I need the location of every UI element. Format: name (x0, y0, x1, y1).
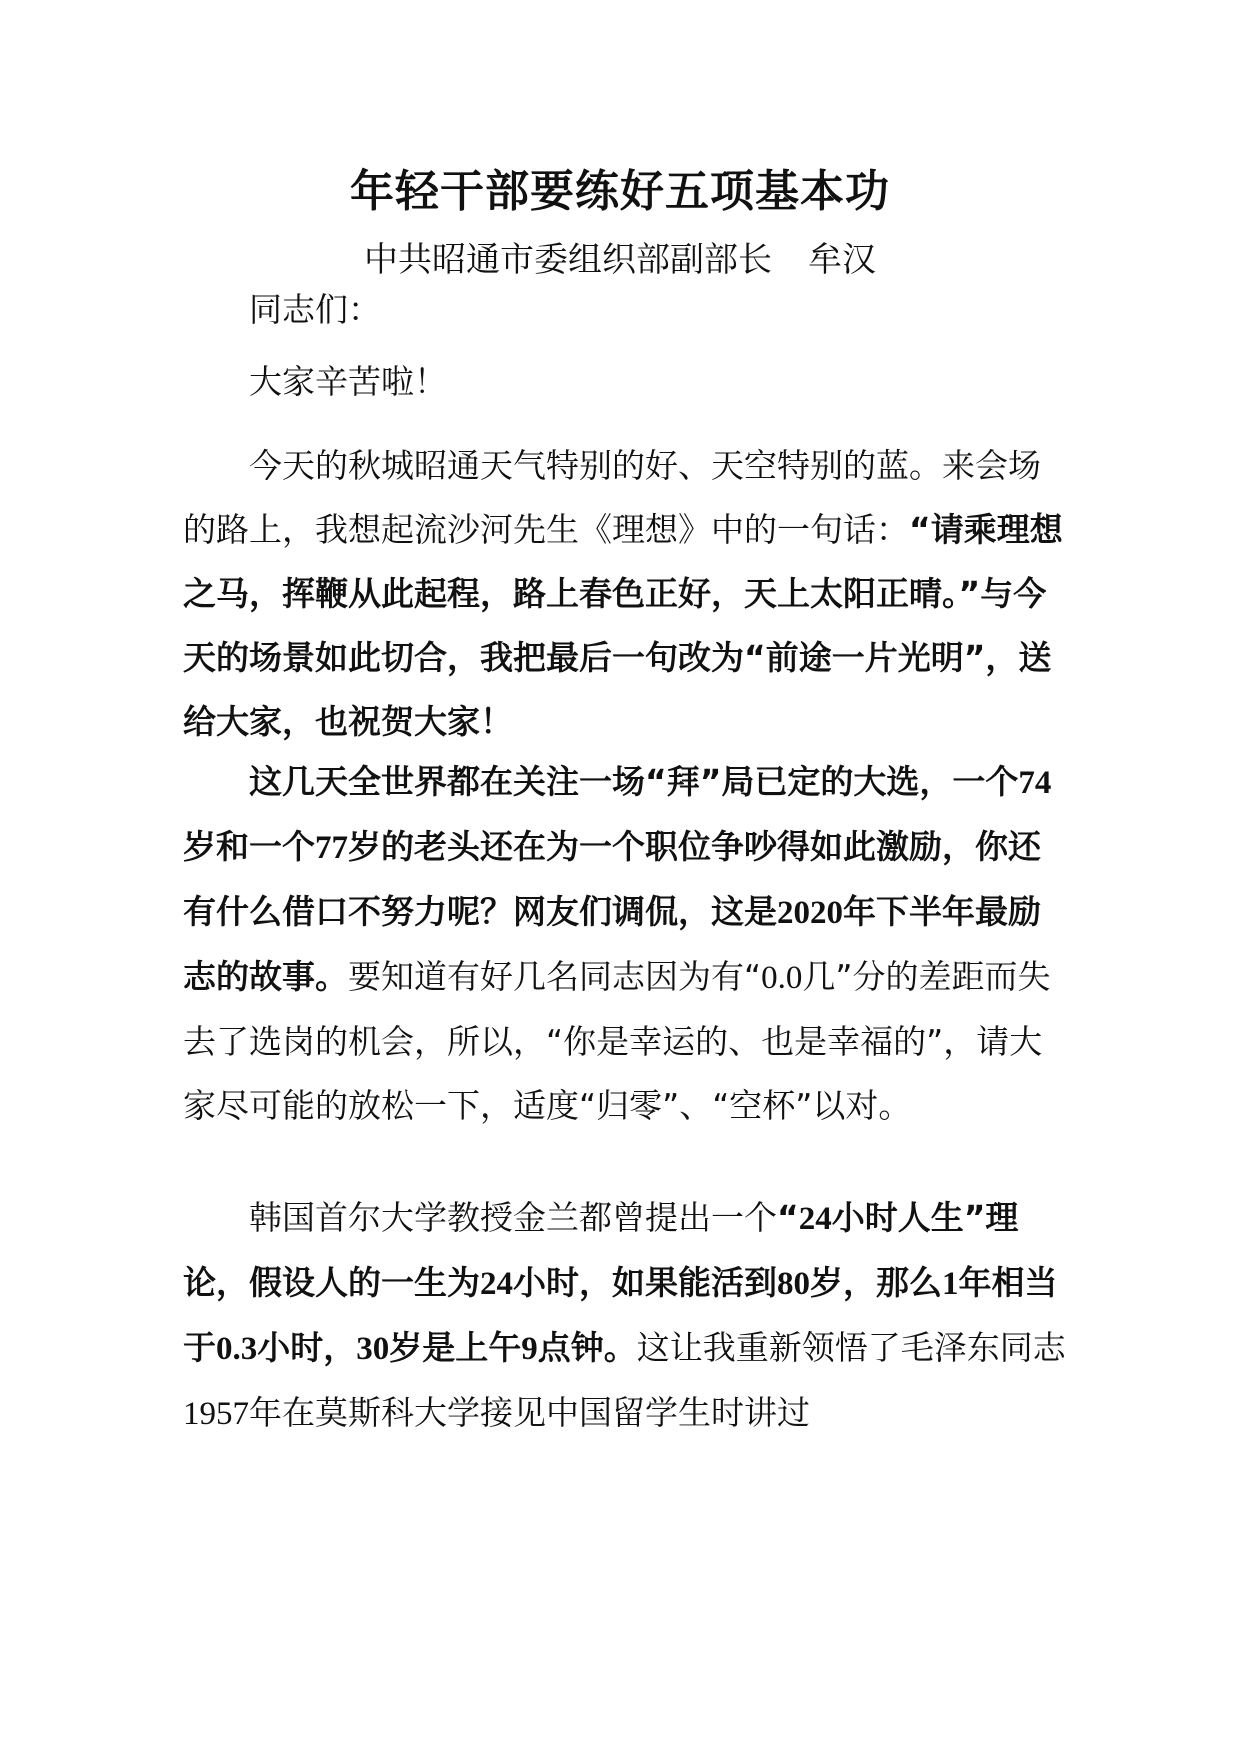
theory-quote-open: “ (777, 1198, 799, 1237)
mao-text-1: 这让我重新领悟了毛泽东同志 (636, 1328, 1066, 1367)
election-text-4: 年下半年最励志的故事。 (183, 892, 1041, 996)
poem-quote-emphasis: “请乘理想之马，挥鞭从此起程，路上春色正好，天上太阳正晴。”与今天的场景如此切合，我把最后一句改为“前途一片光明”，送给大家，也祝贺大家！ (183, 510, 1063, 741)
author-byline (0, 240, 1240, 281)
paragraph-opening-text: 今天的秋城昭通天气特别的好、天空特别的蓝。来会场的路上，我想起流沙河先生《理想》中的一句话： (183, 446, 1041, 549)
author-name: 牟汉 (808, 240, 876, 280)
paragraph-24-hour-theory (183, 1186, 1073, 1446)
paragraph-election (183, 750, 1073, 1138)
clock-9: 9 (521, 1331, 538, 1367)
salutation: 同志们： (249, 290, 381, 329)
hours-24-b: 24 (480, 1266, 513, 1302)
theory-text-7: 点钟。 (537, 1328, 637, 1367)
document-title: 年轻干部要练好五项基本功 (350, 166, 890, 217)
election-text-3: 岁的老头还在为一个职位争吵得如此激励，你还有什么借口不努力呢？网友们调侃，这是 (183, 827, 1041, 931)
score-gap-value: 0.0 (761, 960, 803, 996)
age-77: 77 (315, 830, 348, 866)
selection-text-2: 几”分的差距而失去了选岗的机会，所以，“你是幸运的、也是幸福的”，请大家尽可能的放松一下，适度“归零”、“空杯”以对。 (183, 957, 1051, 1125)
theory-text-2: 小时，如果能活到 (513, 1263, 777, 1302)
election-text-1: 这几天全世界都在关注一场“拜”局已定的大选，一个 (249, 762, 1019, 801)
hours-0-3: 0.3 (216, 1331, 258, 1367)
theory-text-3: 岁，那么 (810, 1263, 942, 1302)
selection-text-1: 要知道有好几名同志因为有“ (348, 957, 762, 996)
year-1957: 1957 (183, 1396, 249, 1432)
theory-text-1: 小时人生”理论，假设人的一生为 (183, 1198, 1019, 1302)
age-80: 80 (777, 1266, 810, 1302)
theory-text-5: 小时， (257, 1328, 357, 1367)
mao-text-2: 年在莫斯科大学接见中国留学生时讲过 (249, 1393, 810, 1432)
hours-24-a: 24 (798, 1201, 832, 1237)
greeting: 大家辛苦啦！ (249, 362, 447, 401)
years-1: 1 (942, 1266, 959, 1302)
theory-text-4: 年相当于 (183, 1263, 1058, 1367)
age-30: 30 (356, 1331, 390, 1367)
election-text-2: 岁和一个 (183, 827, 315, 866)
paragraph-opening (183, 434, 1073, 754)
year-2020: 2020 (777, 895, 843, 931)
theory-text-6: 岁是上午 (389, 1328, 522, 1367)
author-organization: 中共昭通市委组织部副部长 (364, 240, 772, 280)
age-74: 74 (1018, 765, 1052, 801)
theory-intro: 韩国首尔大学教授金兰都曾提出一个 (249, 1198, 777, 1237)
